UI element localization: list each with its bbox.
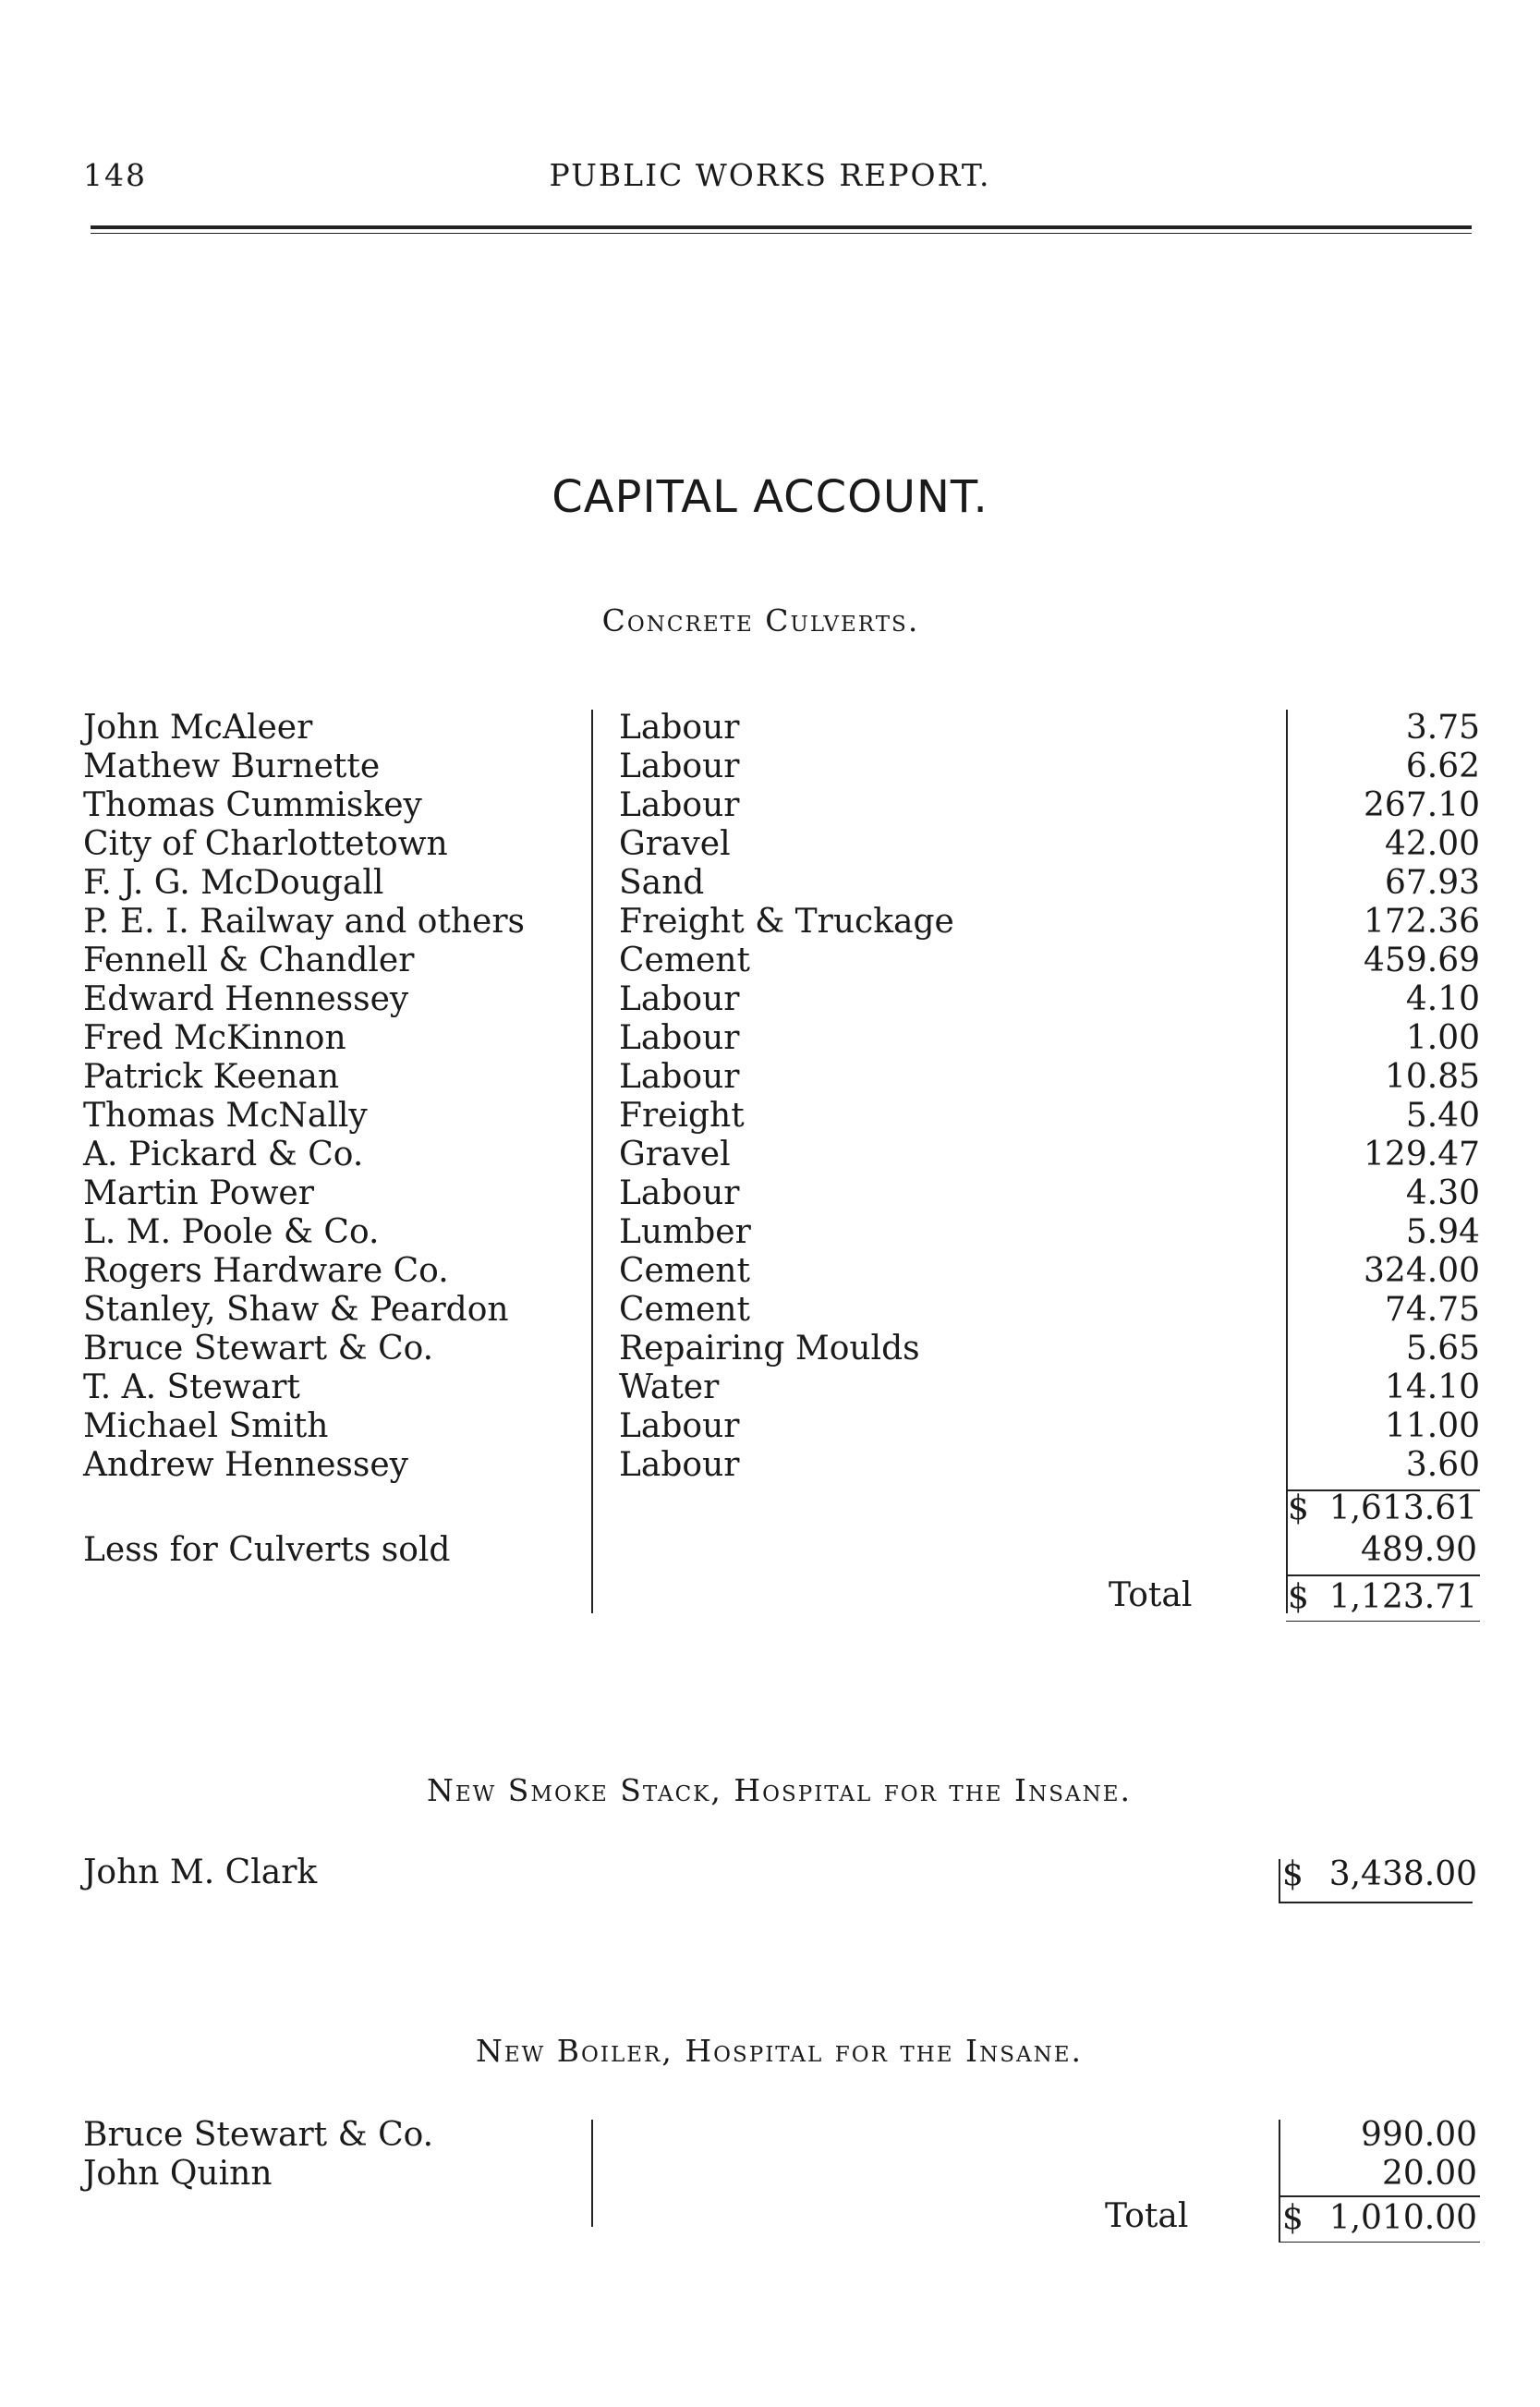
- payee-name: John McAleer: [83, 709, 313, 747]
- item-description: Labour: [619, 1174, 740, 1212]
- item-description: Labour: [619, 1058, 740, 1096]
- item-description: Sand: [619, 864, 705, 902]
- table-row: [83, 1291, 1480, 1330]
- payee-name: Martin Power: [83, 1174, 314, 1212]
- payee-name: John Quinn: [83, 2155, 273, 2193]
- item-description: Labour: [619, 1019, 740, 1057]
- total-label: Total: [1109, 1576, 1193, 1614]
- section-heading-concrete-culverts: Concrete Culverts.: [601, 602, 920, 638]
- column-divider-left: [591, 2120, 593, 2227]
- item-amount: 3.75: [1405, 709, 1480, 747]
- payee-name: Edward Hennessey: [83, 980, 409, 1018]
- column-divider-right: [1279, 2120, 1280, 2242]
- item-description: Lumber: [619, 1213, 751, 1251]
- item-amount: 172.36: [1364, 903, 1480, 941]
- running-title: PUBLIC WORKS REPORT.: [549, 157, 991, 193]
- payee-name: Patrick Keenan: [83, 1058, 340, 1096]
- item-amount: 4.30: [1405, 1174, 1480, 1212]
- currency-sign: $: [1288, 1489, 1309, 1527]
- item-amount: 1.00: [1405, 1019, 1480, 1057]
- item-amount: 42.00: [1384, 825, 1480, 863]
- total-rule-top: [1279, 2195, 1480, 2197]
- total-amount: 1,123.71: [1328, 1578, 1477, 1616]
- item-amount: 267.10: [1364, 786, 1480, 824]
- item-description: Cement: [619, 1291, 750, 1329]
- payee-name: Mathew Burnette: [83, 748, 381, 785]
- table-row: [83, 1368, 1480, 1407]
- item-amount: 459.69: [1364, 942, 1480, 979]
- item-description: Gravel: [619, 1136, 731, 1173]
- item-amount: 5.65: [1405, 1330, 1480, 1368]
- payee-name: Fred McKinnon: [83, 1019, 346, 1057]
- table-row: [83, 1136, 1480, 1174]
- page-title: CAPITAL ACCOUNT.: [552, 471, 988, 523]
- item-amount: 4.10: [1405, 980, 1480, 1018]
- total-label: Total: [1105, 2197, 1189, 2235]
- payee-name: T. A. Stewart: [83, 1368, 300, 1406]
- currency-sign: $: [1282, 2199, 1304, 2237]
- table-row: [83, 825, 1480, 864]
- payee-name: Bruce Stewart & Co.: [83, 1330, 434, 1368]
- subtotal-amount: 1,613.61: [1328, 1489, 1477, 1527]
- table-row: [83, 942, 1480, 980]
- item-description: Freight & Truckage: [619, 903, 954, 941]
- table-row: [83, 1446, 1480, 1485]
- item-description: Labour: [619, 786, 740, 824]
- item-description: Labour: [619, 748, 740, 785]
- table-row: [83, 786, 1480, 825]
- currency-sign: $: [1282, 1855, 1304, 1893]
- table-row: [83, 1174, 1480, 1213]
- payee-name: A. Pickard & Co.: [83, 1136, 364, 1173]
- item-amount: 20.00: [1381, 2155, 1477, 2193]
- section-heading-smoke-stack: New Smoke Stack, Hospital for the Insane.: [427, 1772, 1132, 1808]
- item-amount: 129.47: [1364, 1136, 1480, 1173]
- table-row: [83, 748, 1480, 786]
- table-row: [83, 903, 1480, 942]
- table-row: [83, 980, 1480, 1019]
- total-rule-bottom: [1286, 1621, 1480, 1622]
- currency-sign: $: [1288, 1578, 1309, 1616]
- table-row: [83, 709, 1480, 748]
- item-amount: 324.00: [1364, 1252, 1480, 1290]
- less-amount: 489.90: [1361, 1531, 1477, 1569]
- table-row: [83, 1097, 1480, 1136]
- payee-name: P. E. I. Railway and others: [83, 903, 526, 941]
- smoke-stack-amount: 3,438.00: [1328, 1855, 1477, 1893]
- section-heading-new-boiler: New Boiler, Hospital for the Insane.: [476, 2033, 1083, 2069]
- item-amount: 5.40: [1405, 1097, 1480, 1135]
- table-row: [83, 1330, 1480, 1368]
- payee-name: Thomas McNally: [83, 1097, 368, 1135]
- total-amount: 1,010.00: [1328, 2199, 1477, 2237]
- payee-name: John M. Clark: [83, 1854, 318, 1891]
- payee-name: Fennell & Chandler: [83, 942, 415, 979]
- total-rule-top: [1286, 1574, 1480, 1576]
- table-row: [83, 1019, 1480, 1058]
- payee-name: Bruce Stewart & Co.: [83, 2116, 434, 2154]
- amount-underline: [1279, 1902, 1473, 1903]
- item-amount: 3.60: [1405, 1446, 1480, 1484]
- culverts-table: [83, 709, 1480, 1485]
- item-description: Labour: [619, 709, 740, 747]
- item-description: Labour: [619, 980, 740, 1018]
- header-rule-thick: [91, 225, 1472, 229]
- payee-name: Andrew Hennessey: [83, 1446, 408, 1484]
- table-row: [83, 1407, 1480, 1446]
- payee-name: Thomas Cummiskey: [83, 786, 422, 824]
- table-row: [83, 1058, 1480, 1097]
- item-amount: 5.94: [1405, 1213, 1480, 1251]
- amount-divider: [1279, 1859, 1280, 1902]
- less-label: Less for Culverts sold: [83, 1531, 451, 1569]
- payee-name: Michael Smith: [83, 1407, 329, 1445]
- item-description: Repairing Moulds: [619, 1330, 920, 1368]
- item-description: Cement: [619, 1252, 750, 1290]
- item-description: Freight: [619, 1097, 745, 1135]
- item-amount: 11.00: [1384, 1407, 1480, 1445]
- item-description: Water: [619, 1368, 720, 1406]
- item-description: Cement: [619, 942, 750, 979]
- payee-name: F. J. G. McDougall: [83, 864, 384, 902]
- table-row: [83, 1213, 1480, 1252]
- item-amount: 10.85: [1384, 1058, 1480, 1096]
- item-amount: 990.00: [1361, 2116, 1477, 2154]
- item-description: Labour: [619, 1407, 740, 1445]
- payee-name: City of Charlottetown: [83, 825, 448, 863]
- item-amount: 74.75: [1384, 1291, 1480, 1329]
- payee-name: Rogers Hardware Co.: [83, 1252, 449, 1290]
- item-description: Gravel: [619, 825, 731, 863]
- item-amount: 14.10: [1384, 1368, 1480, 1406]
- page-number: 148: [83, 157, 147, 193]
- payee-name: L. M. Poole & Co.: [83, 1213, 380, 1251]
- total-rule-bottom: [1279, 2242, 1480, 2243]
- item-amount: 6.62: [1405, 748, 1480, 785]
- item-description: Labour: [619, 1446, 740, 1484]
- table-row: [83, 864, 1480, 903]
- payee-name: Stanley, Shaw & Peardon: [83, 1291, 509, 1329]
- item-amount: 67.93: [1384, 864, 1480, 902]
- header-rule-thin: [91, 233, 1472, 234]
- table-row: [83, 1252, 1480, 1291]
